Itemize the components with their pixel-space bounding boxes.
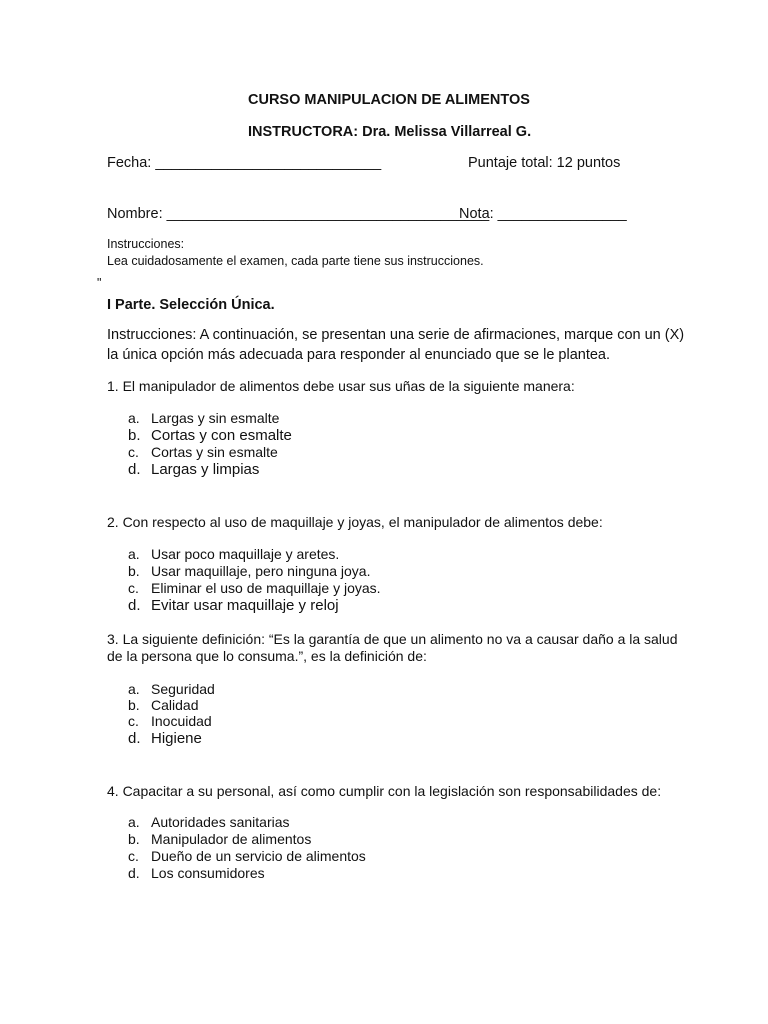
option-letter: b. [128, 697, 140, 713]
option-letter: c. [128, 848, 139, 864]
question-4-option-c [128, 848, 366, 865]
option-text: Largas y limpias [151, 461, 260, 478]
option-text: Usar maquillaje, pero ninguna joya. [151, 563, 371, 579]
nombre-field: Nombre: ________________________________________ [107, 206, 490, 222]
question-2-option-b [128, 563, 381, 580]
question-1-option-d [128, 461, 292, 478]
puntaje-total: Puntaje total: 12 puntos [468, 155, 621, 171]
option-letter: d. [128, 730, 141, 747]
option-text: Eliminar el uso de maquillaje y joyas. [151, 580, 381, 596]
option-text: Los consumidores [151, 865, 265, 881]
option-letter: b. [128, 831, 140, 847]
question-4-options [128, 814, 366, 882]
option-letter: d. [128, 865, 140, 881]
option-text: Cortas y sin esmalte [151, 444, 278, 460]
option-letter: a. [128, 681, 140, 697]
option-text: Calidad [151, 697, 199, 713]
question-1-options [128, 410, 292, 478]
option-letter: b. [128, 563, 140, 579]
question-3-text-line1: 3. La siguiente definición: “Es la garantía de que un alimento no va a causar daño a la salud [107, 631, 678, 647]
option-letter: a. [128, 546, 140, 562]
question-1-option-c [128, 444, 292, 461]
option-letter: b. [128, 427, 141, 444]
question-2-option-d [128, 597, 381, 614]
question-3-option-a [128, 681, 215, 697]
option-letter: a. [128, 814, 140, 830]
nota-field: Nota: ________________ [459, 206, 627, 222]
question-2-text: 2. Con respecto al uso de maquillaje y joyas, el manipulador de alimentos debe: [107, 514, 603, 530]
question-3-option-d [128, 730, 215, 747]
question-3-options [128, 681, 215, 747]
instructions-text: Lea cuidadosamente el examen, cada parte tiene sus instrucciones. [107, 254, 484, 268]
option-letter: a. [128, 410, 140, 426]
option-text: Inocuidad [151, 713, 212, 729]
question-4-option-b [128, 831, 366, 848]
option-text: Cortas y con esmalte [151, 427, 292, 444]
fecha-field: Fecha: ____________________________ [107, 155, 382, 171]
question-1-option-a [128, 410, 292, 427]
option-letter: c. [128, 713, 139, 729]
question-1-option-b [128, 427, 292, 444]
option-text: Higiene [151, 730, 202, 747]
option-letter: d. [128, 461, 141, 478]
instructor-line: INSTRUCTORA: Dra. Melissa Villarreal G. [248, 124, 532, 140]
option-letter: c. [128, 444, 139, 460]
option-text: Dueño de un servicio de alimentos [151, 848, 366, 864]
option-letter: c. [128, 580, 139, 596]
part1-title: I Parte. Selección Única. [107, 297, 275, 313]
instructions-label: Instrucciones: [107, 237, 185, 251]
option-text: Manipulador de alimentos [151, 831, 312, 847]
question-1-text: 1. El manipulador de alimentos debe usar sus uñas de la siguiente manera: [107, 378, 575, 394]
question-4-text: 4. Capacitar a su personal, así como cumplir con la legislación son responsabilidades de: [107, 783, 662, 799]
part1-instructions-line1: Instrucciones: A continuación, se presentan una serie de afirmaciones, marque con un (X) [107, 327, 685, 343]
option-letter: d. [128, 597, 141, 614]
question-4-option-d [128, 865, 366, 882]
part1-instructions-line2: la única opción más adecuada para responder al enunciado que se le plantea. [107, 347, 611, 363]
option-text: Autoridades sanitarias [151, 814, 290, 830]
stray-mark: " [97, 276, 102, 290]
option-text: Usar poco maquillaje y aretes. [151, 546, 340, 562]
question-2-options [128, 546, 381, 614]
question-3-text-line2: de la persona que lo consuma.”, es la definición de: [107, 648, 427, 664]
course-title: CURSO MANIPULACION DE ALIMENTOS [248, 92, 530, 108]
question-3-option-b [128, 697, 215, 713]
question-2-option-a [128, 546, 381, 563]
question-4-option-a [128, 814, 366, 831]
option-text: Seguridad [151, 681, 215, 697]
question-2-option-c [128, 580, 381, 597]
option-text: Largas y sin esmalte [151, 410, 280, 426]
question-3-option-c [128, 713, 215, 730]
option-text: Evitar usar maquillaje y reloj [151, 597, 339, 614]
